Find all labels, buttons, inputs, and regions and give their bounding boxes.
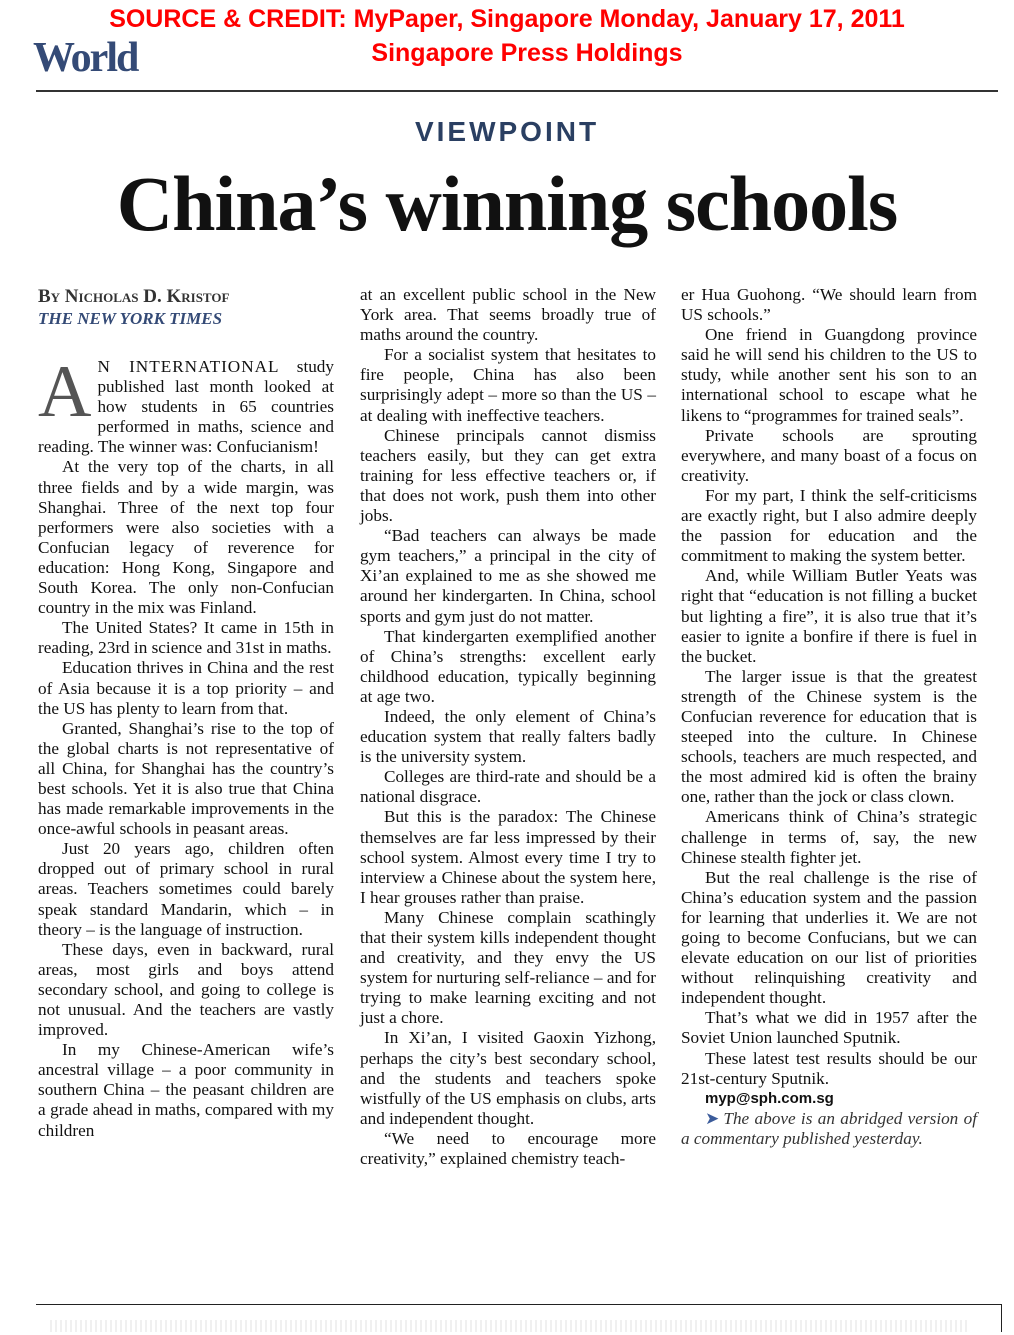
kicker-label: VIEWPOINT [414,116,600,147]
headline: China’s winning schools [116,160,898,247]
paragraph: These latest test results should be our 21st-century Sputnik. [681,1048,977,1088]
paragraph: Americans think of China’s strategic challenge in terms of, say, the new Chinese stealth fighter jet. [681,807,977,867]
continued-paragraph: at an excellent public school in the New York area. That seems broadly true of maths around the country. [360,285,656,345]
paragraph: Just 20 years ago, children often dropped out of primary school in rural areas. Teachers sometimes could barely speak standard Mandarin, which – in theory – is the language of instruction. [38,839,334,939]
source-credit-publisher: Singapore Press Holdings [371,39,683,67]
paragraph: “Bad teachers can always be made gym teachers,” a principal in the city of Xi’an explained to me as she showed me around her kindergarten. In China, school sports and gym just do not matter. [360,526,656,626]
paragraph: And, while William Butler Yeats was right that “education is not filling a bucket but lighting a fire”, it is also true that it’s easier to ignite a bonfire if there is fuel in the bucket. [681,566,977,666]
paragraph: Colleges are third-rate and should be a national disgrace. [360,767,656,807]
lead-caps: N INTERNATIONAL [97,357,280,376]
paragraph: “We need to encourage more creativity,” explained chemistry teach- [360,1128,656,1169]
lead-text: study published last month looked at how students in 65 countries performed in maths, science and reading. The winner was: Confucianism! [38,357,334,457]
paragraph: For my part, I think the self-criticisms are exactly right, but I also admire deeply the passion for education and the commitment to making the system better. [681,485,977,566]
paragraph: Granted, Shanghai’s rise to the top of the global charts is not representative of all China, for Shanghai has the country’s best schools. Yet it is also true that China has made remarkable improvements in the once-awful schools in peasant areas. [38,718,334,839]
paragraph: That’s what we did in 1957 after the Soviet Union launched Sputnik. [681,1008,977,1048]
paragraph: But this is the paradox: The Chinese themselves are far less impressed by their school system. Almost every time I try to interview a Chinese about the system here, I hear grouses rather than praise. [360,807,656,907]
paragraph: In my Chinese-American wife’s ancestral village – a poor community in southern China – the peasant children are a grade ahead in maths, compared with my children [38,1040,334,1140]
abridged-note [681,1109,977,1149]
source-credit-line: SOURCE & CREDIT: MyPaper, Singapore Monday, January 17, 2011 [109,5,905,33]
bottom-rule-tick [1001,1304,1002,1332]
section-label: World [33,35,138,81]
paragraph: These days, even in backward, rural areas, most girls and boys attend secondary school, and going to college is not unusual. And the teachers are vastly improved. [38,939,334,1040]
paragraph: In Xi’an, I visited Gaoxin Yizhong, perhaps the city’s best secondary school, and the students and teachers spoke wistfully of the US emphasis on clubs, arts and independent thought. [360,1028,656,1128]
paragraph: At the very top of the charts, in all three fields and by a wide margin, was Shanghai. Three of the next top four performers were also societies with a Confucian legacy of reverence for education: Hong Kong, Singapore and South Korea. The only non-Confucian country in the mix was Finland. [38,457,334,618]
paragraph: The United States? It came in 15th in reading, 23rd in science and 31st in maths. [38,618,334,658]
paragraph: The larger issue is that the greatest strength of the Chinese system is the Confucian reverence for education that is steeped into the culture. In Chinese schools, teachers are much respected, and the most admired kid is often the brainy one, rather than the jock or class clown. [681,666,977,807]
drop-cap: A [38,351,92,433]
scan-artifact-strip [50,1320,970,1332]
paragraph: Many Chinese complain scathingly that their system kills independent thought and creativity, and they envy the US system for nurturing self-reliance – and for trying to make learning exciting and not just a chore. [360,907,656,1028]
continued-paragraph: er Hua Guohong. “We should learn from US schools.” [681,285,977,325]
publication-name: THE NEW YORK TIMES [38,309,223,328]
paragraph: Indeed, the only element of China’s education system that really falters badly is the university system. [360,706,656,767]
paragraph: For a socialist system that hesitates to fire people, China has also been surprisingly adept – more so than the US – at dealing with ineffective teachers. [360,345,656,425]
article-column-3 [681,285,977,1149]
bottom-rule-divider [36,1304,1002,1305]
paragraph: That kindergarten exemplified another of China’s strengths: excellent early childhood education, typically beginning at age two. [360,626,656,706]
paragraph: One friend in Guangdong province said he will send his children to the US to study, while another sent his son to an international school to escape what he likens to “programmes for trained seals”. [681,325,977,425]
top-rule-divider [36,90,998,92]
paragraph: But the real challenge is the rise of China’s education system and the passion for learning that underlies it. We are not going to become Confucians, but we can elevate education on our list of priorities without relinquishing creativity and independent thought. [681,867,977,1008]
article-column-2 [360,285,656,1169]
paragraph: Chinese principals cannot dismiss teachers easily, but they can get extra training for less effective teachers or, if that does not work, push them into other jobs. [360,425,656,526]
abridged-note-text: The above is an abridged version of a commentary published yesterday. [681,1108,977,1148]
paragraph: Education thrives in China and the rest of Asia because it is a top priority – and the US has plenty to learn from that. [38,658,334,718]
lead-paragraph [38,351,334,457]
byline: By Nicholas D. Kristof [38,286,230,307]
article-column-1 [38,351,334,1141]
paragraph: Private schools are sprouting everywhere, and many boast of a focus on creativity. [681,425,977,485]
arrow-bullet-icon: ➤ [705,1108,720,1128]
contact-email: myp@sph.com.sg [705,1089,834,1107]
